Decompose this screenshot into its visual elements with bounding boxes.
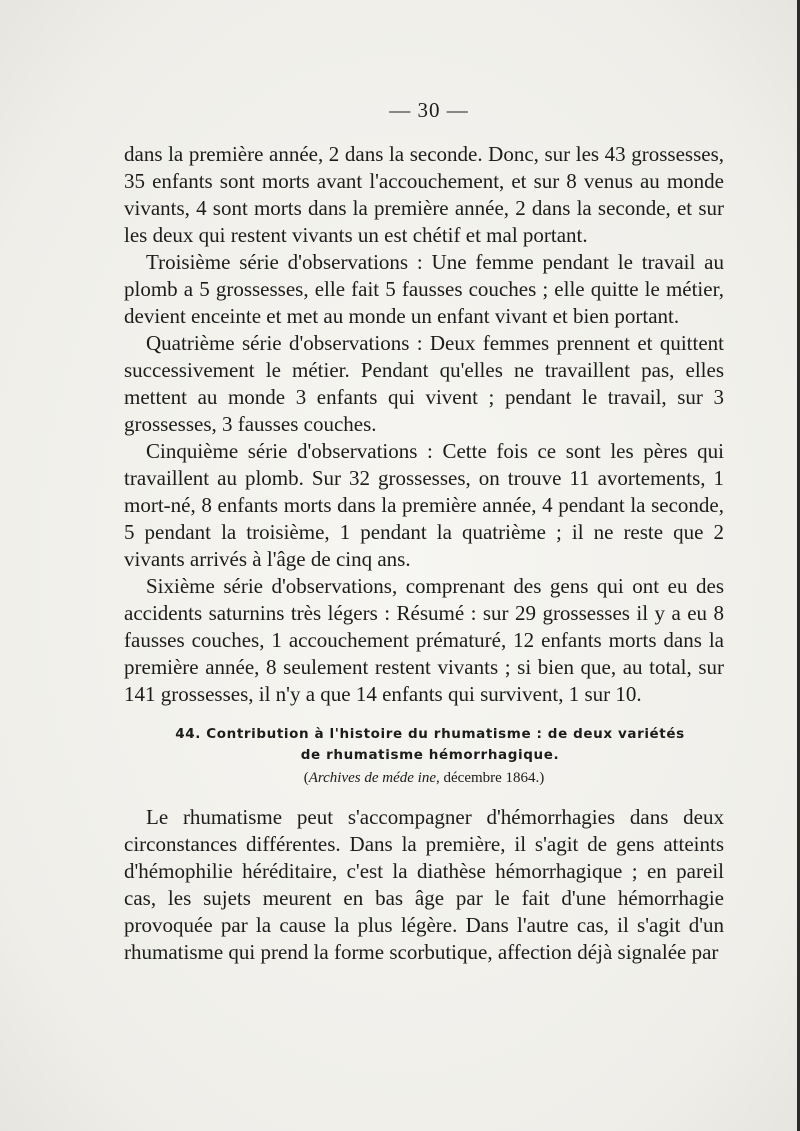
paragraph: Troisième série d'observations : Une femme pendant le travail au plomb a 5 grossesses, elle fait 5 fausses couches ; elle quitte le métier, devient enceinte et met au monde un enfant vivant et bien portant. <box>124 250 724 328</box>
section-heading-line: de rhumatisme hémorrhagique. <box>300 747 560 763</box>
source-date: , décembre 1864.) <box>436 770 545 786</box>
source-open: ( <box>303 770 309 786</box>
section-heading <box>124 724 724 766</box>
paragraph: Le rhumatisme peut s'accompagner d'hémorrhagies dans deux circonstances différentes. Dans la première, il s'agit de gens atteints d'hémophilie héréditaire, c'est la diathèse hémorrhagique ; en pareil cas, les sujets meurent en bas âge par le fait d'une hémorrhagie provoquée par la cause la plus légère. Dans l'autre cas, il s'agit d'un rhumatisme qui prend la forme scorbutique, affection déjà signalée par <box>124 805 724 964</box>
source-journal: Archives de méde ine <box>308 770 436 786</box>
page-content <box>124 98 724 966</box>
page-number: — 30 — <box>389 98 469 122</box>
source-citation <box>124 768 724 788</box>
paragraph: Quatrième série d'observations : Deux femmes prennent et quittent successivement le métier. Pendant qu'elles ne travaillent pas, elles mettent au monde 3 enfants qui vivent ; pendant le travail, sur 3 grossesses, 3 fausses couches. <box>124 331 724 436</box>
paragraph: Sixième série d'observations, comprenant des gens qui ont eu des accidents saturnins très légers : Résumé : sur 29 grossesses il y a eu 8 fausses couches, 1 accouchement prématuré, 12 enfants morts dans la première année, 8 seulement restent vivants ; si bien que, au total, sur 141 grossesses, il n'y a que 14 enfants qui survivent, 1 sur 10. <box>124 574 724 706</box>
paragraph: Cinquième série d'observations : Cette fois ce sont les pères qui travaillent au plomb. Sur 32 grossesses, on trouve 11 avortements, 1 mort-né, 8 enfants morts dans la première année, 4 pendant la seconde, 5 pendant la troisième, 1 pendant la quatrième ; il ne reste que 2 vivants arrivés à l'âge de cinq ans. <box>124 439 724 571</box>
paragraph: dans la première année, 2 dans la seconde. Donc, sur les 43 grossesses, 35 enfants sont morts avant l'accouchement, et sur 8 venus au monde vivants, 4 sont morts dans la première année, 2 dans la seconde, et sur les deux qui restent vivants un est chétif et mal portant. <box>124 142 724 247</box>
section-heading-line: 44. Contribution à l'histoire du rhumatisme : de deux variétés <box>175 726 685 742</box>
